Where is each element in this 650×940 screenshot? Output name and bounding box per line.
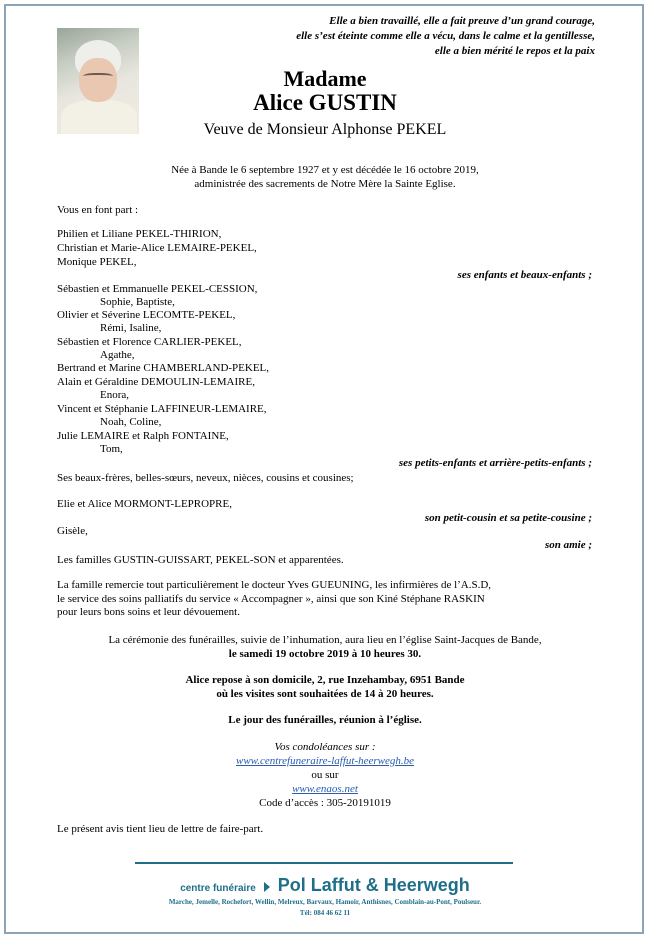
ceremony-date: le samedi 19 octobre 2019 à 10 heures 30. xyxy=(228,648,422,660)
thanks-line: le service des soins palliatifs du service « Accompagner », ainsi que son Kiné Stéphane RASKIN xyxy=(57,593,485,605)
family-member: Elie et Alice MORMONT-LEPROPRE, xyxy=(57,498,232,510)
arrow-icon xyxy=(264,882,270,892)
family-member: Sébastien et Florence CARLIER-PEKEL, xyxy=(57,336,242,348)
intro-text: Vous en font part : xyxy=(57,204,139,216)
family-member: Julie LEMAIRE et Ralph FONTAINE, xyxy=(57,430,229,442)
rest-line: Alice repose à son domicile, 2, rue Inzehambay, 6951 Bande xyxy=(185,674,465,686)
birth-info xyxy=(0,163,650,191)
family-member: Agathe, xyxy=(100,349,135,361)
relation-label: son petit-cousin et sa petite-cousine ; xyxy=(424,512,592,524)
family-member: Vincent et Stéphanie LAFFINEUR-LEMAIRE, xyxy=(57,403,267,415)
birth-line: administrée des sacrements de Notre Mère la Sainte Eglise. xyxy=(194,178,456,190)
condolences-link-primary[interactable]: www.centrefuneraire-laffut-heerwegh.be xyxy=(236,755,414,767)
family-member: Christian et Marie-Alice LEMAIRE-PEKEL, xyxy=(57,242,257,254)
meeting-text: Le jour des funérailles, réunion à l’église. xyxy=(228,714,422,726)
footer-divider xyxy=(135,862,513,864)
spouse-line: Veuve de Monsieur Alphonse PEKEL xyxy=(203,121,447,138)
footer-phone: Tél: 084 46 62 11 xyxy=(299,909,351,917)
family-member: Monique PEKEL, xyxy=(57,256,137,268)
family-member: Tom, xyxy=(100,443,123,455)
access-code: Code d’accès : 305-20191019 xyxy=(259,797,391,809)
or-text: ou sur xyxy=(311,769,339,781)
relation-label: ses enfants et beaux-enfants ; xyxy=(457,269,592,281)
condolences-label: Vos condoléances sur : xyxy=(274,741,376,753)
rest-line: où les visites sont souhaitées de 14 à 20 heures. xyxy=(216,688,434,700)
family-member: Gisèle, xyxy=(57,525,88,537)
deceased-name: Alice GUSTIN xyxy=(253,90,397,115)
relation-label: son amie ; xyxy=(544,539,592,551)
epigraph-line: elle s’est éteinte comme elle a vécu, dans le calme et la gentillesse, xyxy=(296,30,595,42)
family-member: Noah, Coline, xyxy=(100,416,162,428)
family-member: Sophie, Baptiste, xyxy=(100,296,175,308)
salutation: Madame xyxy=(283,66,367,91)
family-member: Olivier et Séverine LECOMTE-PEKEL, xyxy=(57,309,236,321)
epigraph xyxy=(155,14,595,59)
family-member: Ses beaux-frères, belles-sœurs, neveux, nièces, cousins et cousines; xyxy=(57,472,354,484)
family-member: Sébastien et Emmanuelle PEKEL-CESSION, xyxy=(57,283,258,295)
thanks-line: La famille remercie tout particulièrement le docteur Yves GUEUNING, les infirmières de l’A.S.D, xyxy=(57,579,492,591)
logo-small-label: centre funéraire xyxy=(180,883,256,894)
family-member: Rémi, Isaline, xyxy=(100,322,162,334)
logo-brand-name: Pol Laffut & Heerwegh xyxy=(277,875,470,895)
footer-towns: Marche, Jemelle, Rochefort, Wellin, Melreux, Barvaux, Hamoir, Anthisnes, Comblain-au-Pont, Poulseur. xyxy=(168,898,482,906)
thanks-line: pour leurs bons soins et leur dévouement. xyxy=(57,606,240,618)
family-member: Philien et Liliane PEKEL-THIRION, xyxy=(57,228,222,240)
closing-text: Le présent avis tient lieu de lettre de faire-part. xyxy=(57,823,264,835)
birth-line: Née à Bande le 6 septembre 1927 et y est décédée le 16 octobre 2019, xyxy=(171,164,479,176)
relation-label: ses petits-enfants et arrière-petits-enfants ; xyxy=(398,457,592,469)
condolences-link-secondary[interactable]: www.enaos.net xyxy=(292,783,358,795)
family-member: Enora, xyxy=(100,389,130,401)
funeral-home-logo xyxy=(0,875,650,896)
ceremony-text: La cérémonie des funérailles, suivie de l’inhumation, aura lieu en l’église Saint-Jacques de Bande, xyxy=(108,634,542,646)
epigraph-line: elle a bien mérité le repos et la paix xyxy=(434,45,595,57)
family-member: Bertrand et Marine CHAMBERLAND-PEKEL, xyxy=(57,362,270,374)
family-member: Alain et Géraldine DEMOULIN-LEMAIRE, xyxy=(57,376,255,388)
families-text: Les familles GUSTIN-GUISSART, PEKEL-SON et apparentées. xyxy=(57,554,344,566)
epigraph-line: Elle a bien travaillé, elle a fait preuve d’un grand courage, xyxy=(329,15,595,27)
